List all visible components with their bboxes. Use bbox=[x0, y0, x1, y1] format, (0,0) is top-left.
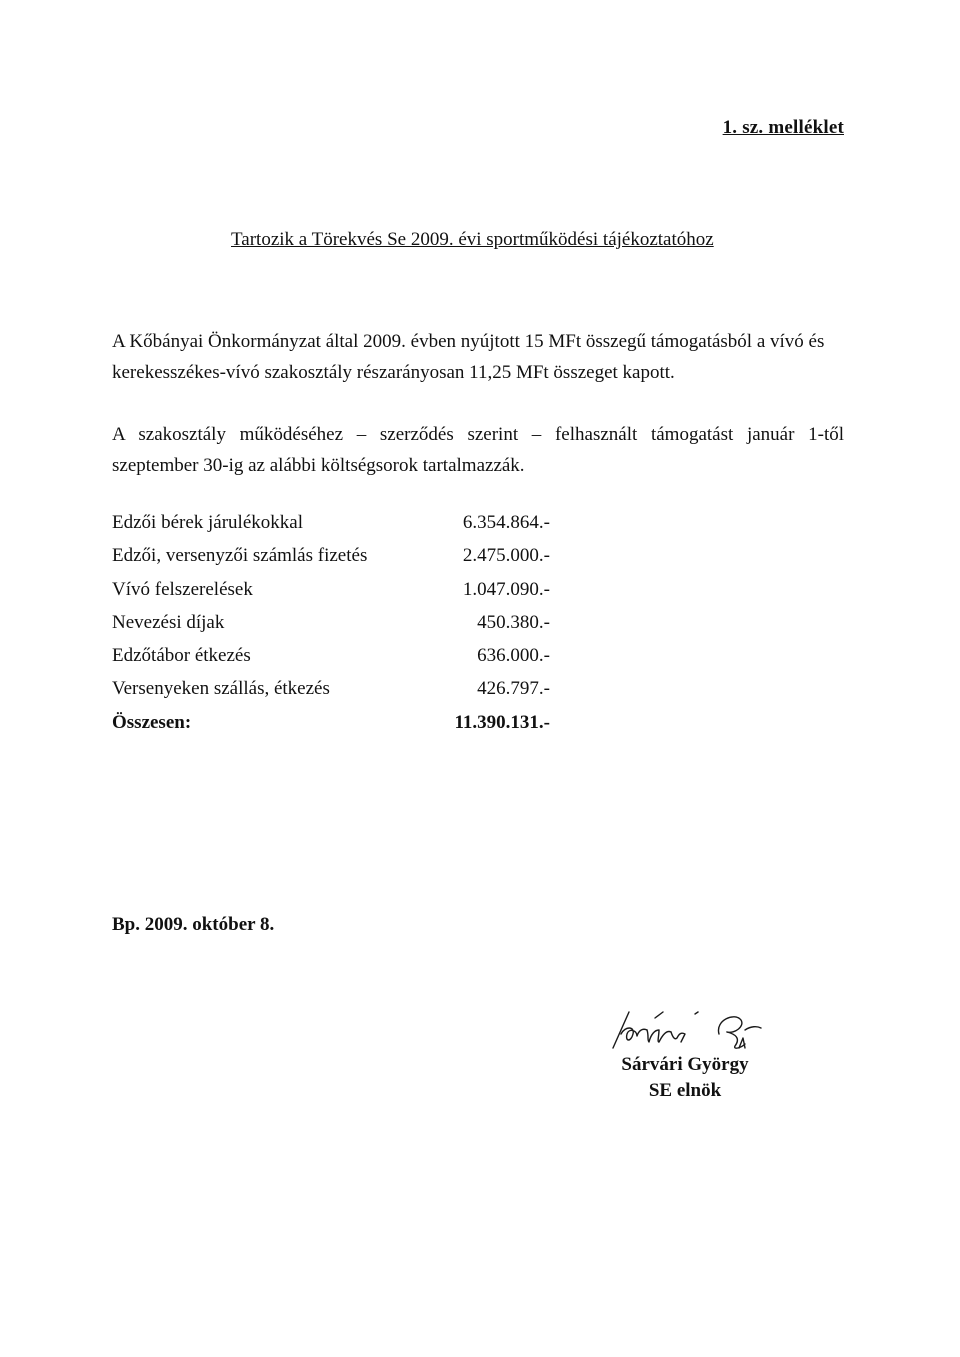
document-subtitle: Tartozik a Törekvés Se 2009. évi sportműködési tájékoztatóhoz bbox=[231, 229, 714, 250]
cost-value: 1.047.090.- bbox=[462, 578, 550, 600]
handwritten-signature bbox=[585, 990, 805, 1060]
total-value: 11.390.131.- bbox=[454, 711, 550, 733]
cost-label: Versenyeken szállás, étkezés bbox=[112, 678, 330, 700]
paragraph-funding: A Kőbányai Önkormányzat által 2009. évben nyújtott 15 MFt összegű támogatásból a vívó és kerekesszékes-vívó szakosztály részarányosan 11,25 MFt összeget kapott. bbox=[112, 331, 825, 383]
total-label: Összesen: bbox=[112, 711, 192, 733]
cost-value: 636.000.- bbox=[477, 645, 550, 667]
signer-title: SE elnök bbox=[648, 1080, 722, 1101]
cost-table bbox=[112, 512, 552, 745]
table-row bbox=[112, 579, 552, 612]
annex-label: 1. sz. melléklet bbox=[722, 117, 844, 138]
total-row bbox=[112, 712, 552, 745]
signer-block bbox=[590, 1052, 780, 1104]
table-row bbox=[112, 512, 552, 545]
cost-label: Edzői, versenyzői számlás fizetés bbox=[112, 545, 368, 567]
cost-value: 2.475.000.- bbox=[462, 545, 550, 567]
cost-label: Nevezési díjak bbox=[112, 611, 225, 633]
table-row bbox=[112, 645, 552, 678]
cost-value: 426.797.- bbox=[477, 678, 550, 700]
table-row bbox=[112, 612, 552, 645]
table-row bbox=[112, 678, 552, 711]
cost-label: Edzői bérek járulékokkal bbox=[112, 512, 303, 533]
cost-value: 6.354.864.- bbox=[462, 512, 550, 533]
table-row bbox=[112, 545, 552, 578]
cost-value: 450.380.- bbox=[477, 611, 550, 633]
paragraph-usage: A szakosztály működéséhez – szerződés szerint – felhasznált támogatást január 1-től szeptember 30-ig az alábbi költségsorok tartalmazzák. bbox=[112, 424, 844, 476]
cost-label: Edzőtábor étkezés bbox=[112, 645, 251, 667]
cost-label: Vívó felszerelések bbox=[112, 578, 253, 600]
signer-name: Sárvári György bbox=[621, 1054, 749, 1075]
document-date: Bp. 2009. október 8. bbox=[112, 914, 275, 935]
